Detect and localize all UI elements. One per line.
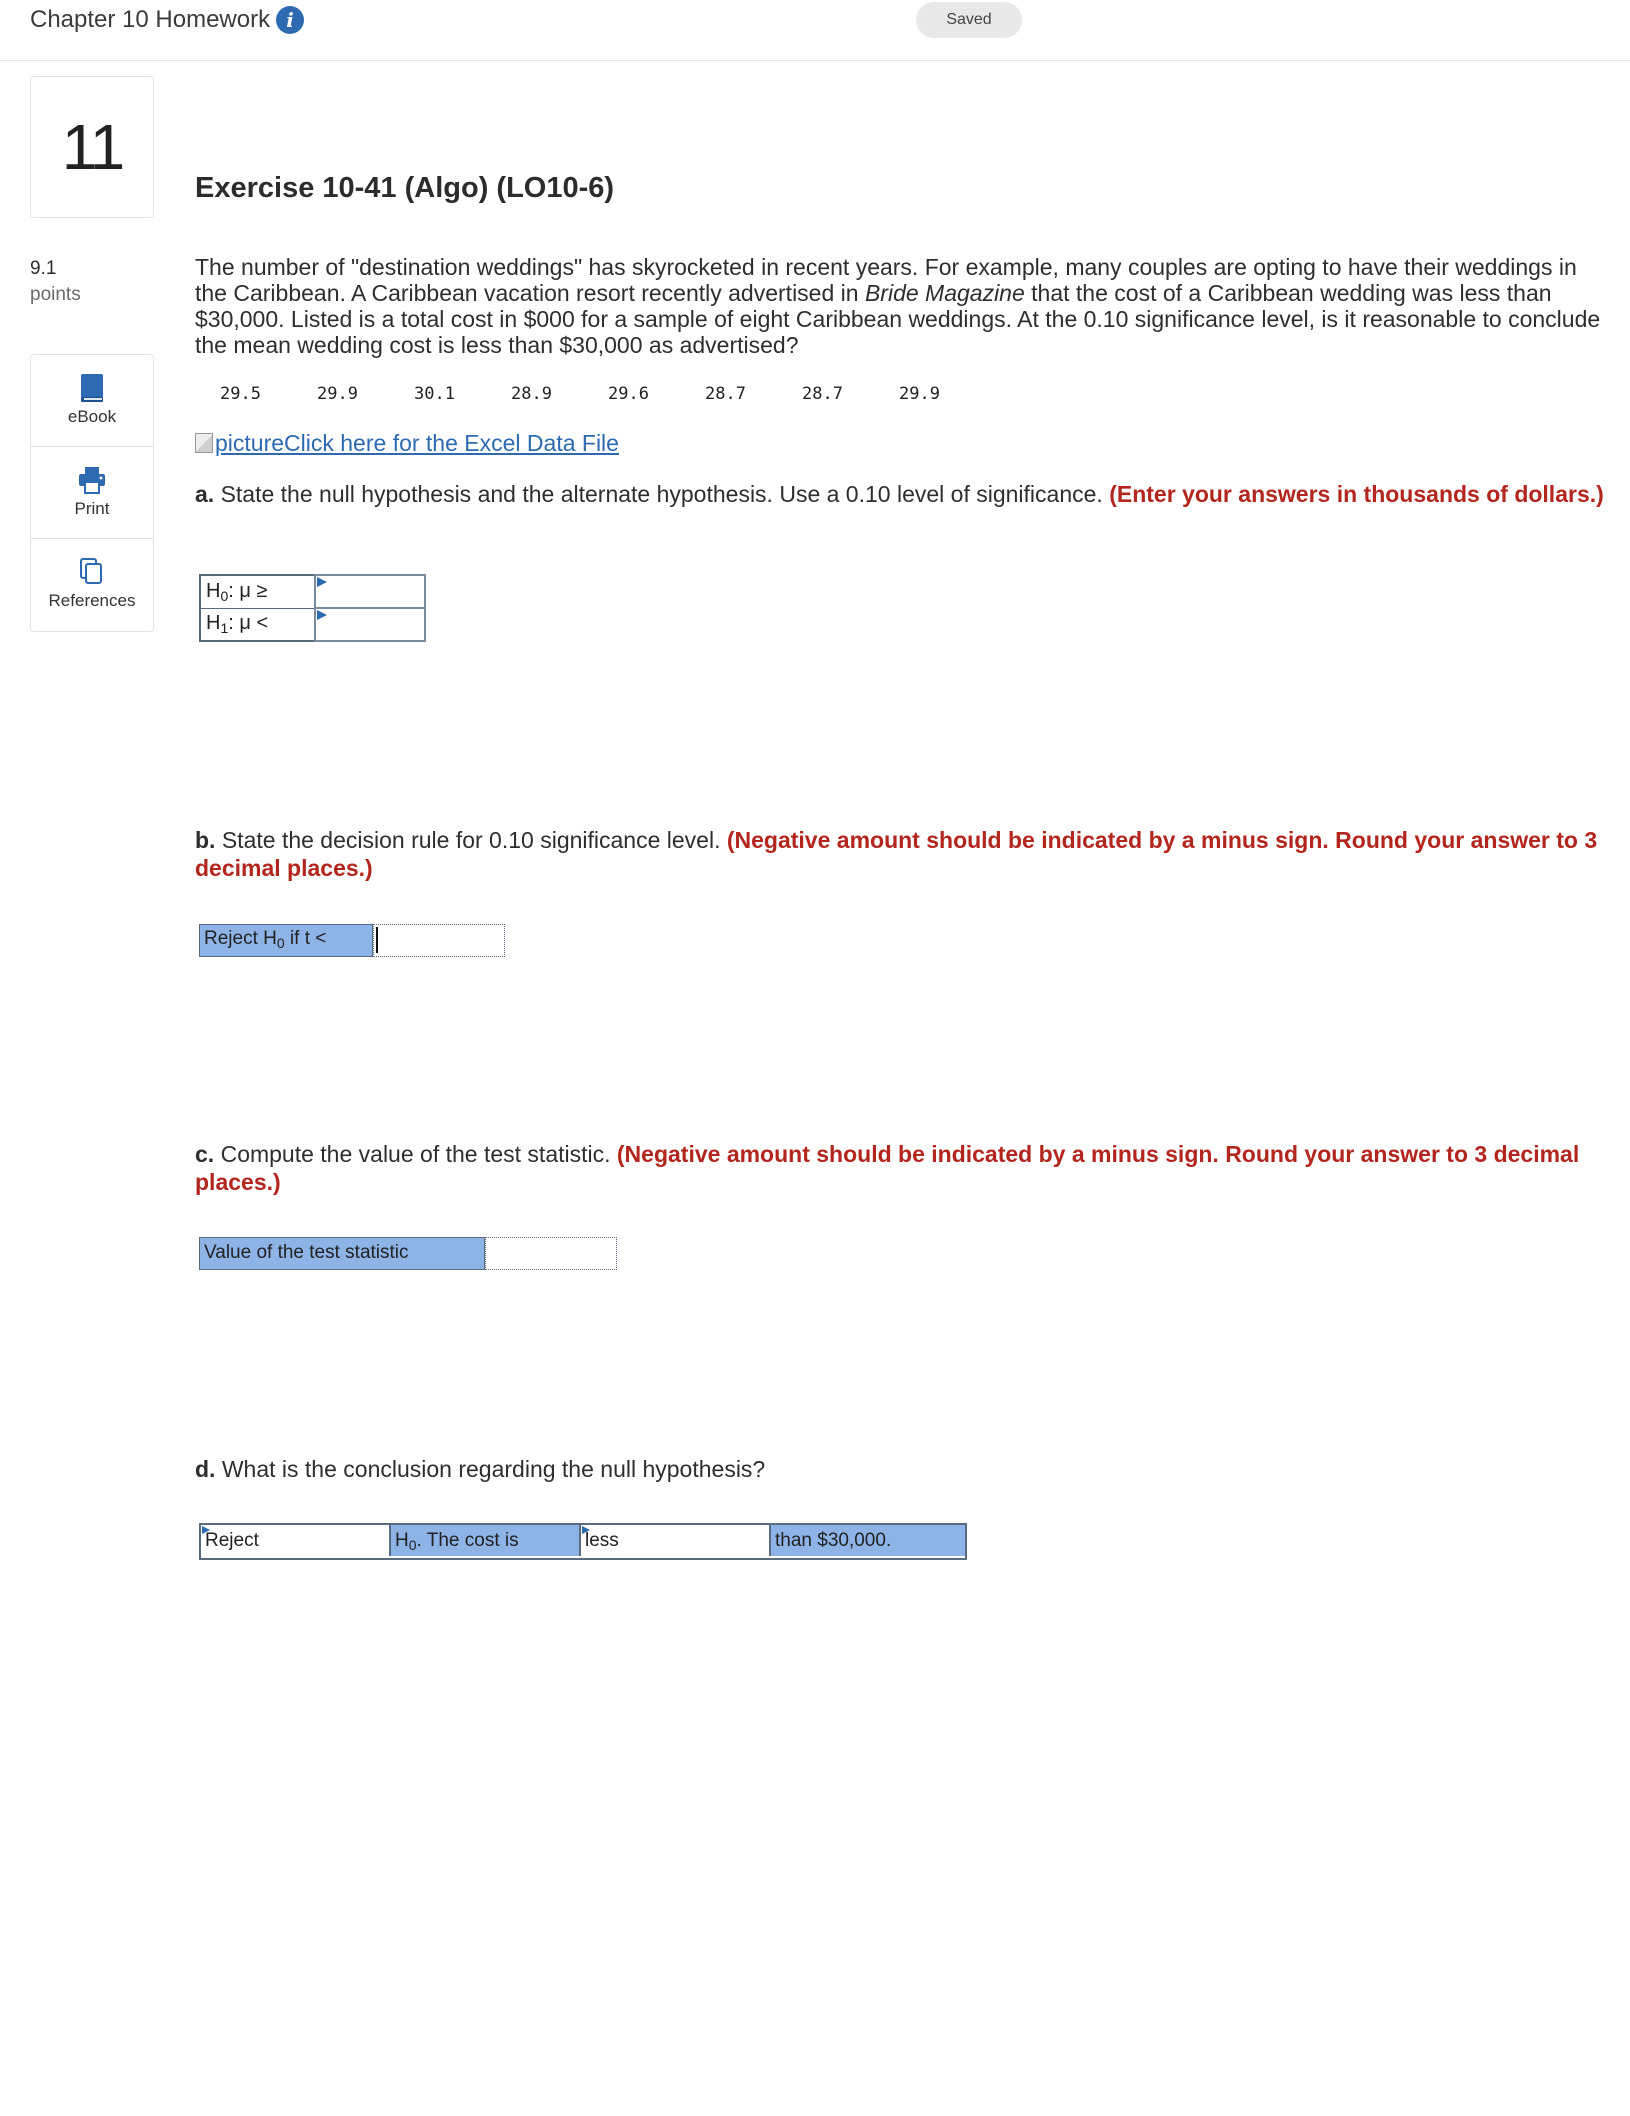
data-value: 29.6 [608,384,649,404]
h1-input[interactable] [315,608,425,641]
part-d-prompt: d. What is the conclusion regarding the null hypothesis? [195,1456,766,1482]
saved-status-badge: Saved [916,2,1022,38]
ebook-label: eBook [67,407,117,426]
h0-input[interactable] [315,575,425,608]
critical-value-input[interactable] [373,924,505,957]
text-cursor [376,927,378,953]
ebook-button[interactable] [31,355,153,447]
points-label: points [30,284,81,305]
exercise-title: Exercise 10-41 (Algo) (LO10-6) [195,172,615,204]
print-button[interactable] [31,447,153,539]
part-a-prompt: a. State the null hypothesis and the alternate hypothesis. Use a 0.10 level of significance. (Enter your answers in thousands of dollars.) [195,481,1604,507]
decision-rule-label: Reject $H_0$ if t < [199,924,373,957]
data-value: 28.9 [511,384,552,404]
h1-label: $H_1$: μ < [200,608,315,641]
references-button[interactable] [31,539,153,630]
book-icon [78,373,106,403]
assignment-title: Chapter 10 Homework [30,6,271,33]
broken-image-icon [195,433,213,453]
test-statistic-row [199,1237,617,1270]
cost-comparison-select[interactable]: less [581,1525,771,1556]
conclusion-h0-text: $H_0$. The cost is [391,1525,581,1556]
reject-decision-select[interactable]: Reject [201,1525,391,1556]
info-icon[interactable]: i [276,6,304,34]
references-label: References [48,591,136,610]
hypothesis-table [199,574,426,642]
question-number: 11 [61,111,123,183]
points-value: 9.1 [30,258,57,279]
problem-statement: The number of "destination weddings" has skyrocketed in recent years. For example, many couples are opting to have their weddings in the Caribbean. A Caribbean vacation resort recently advertised in Bride Magazine that the cost of a Caribbean wedding was less than $30,000. Listed is a total cost in $000 for a sample of eight Caribbean weddings. At the 0.10 significance level, is it reasonable to conclude the mean wedding cost is less than $30,000 as advertised? [195,254,1601,358]
data-value: 28.7 [705,384,746,404]
data-value: 28.7 [802,384,843,404]
h0-label: $H_0$: μ ≥ [200,575,315,608]
test-statistic-label: Value of the test statistic [199,1237,485,1270]
excel-data-file-link[interactable]: pictureClick here for the Excel Data File [195,430,619,457]
part-b-prompt: b. State the decision rule for 0.10 significance level. (Negative amount should be indicated by a minus sign. Round your answer to 3 decimal places.) [195,827,1598,881]
printer-icon [78,465,106,495]
test-statistic-input[interactable] [485,1237,617,1270]
top-bar [0,0,1630,61]
print-label: Print [74,499,110,518]
conclusion-tail-text: than $30,000. [771,1525,965,1556]
tools-panel [30,354,154,632]
data-value: 29.5 [220,384,261,404]
sample-data-row [220,384,996,404]
data-value: 30.1 [414,384,455,404]
references-icon [78,557,106,587]
data-value: 29.9 [317,384,358,404]
part-c-prompt: c. Compute the value of the test statistic. (Negative amount should be indicated by a minus sign. Round your answer to 3 decimal places.) [195,1141,1580,1195]
decision-rule-row [199,924,505,957]
question-number-box [30,76,154,218]
data-value: 29.9 [899,384,940,404]
conclusion-row [199,1523,967,1560]
